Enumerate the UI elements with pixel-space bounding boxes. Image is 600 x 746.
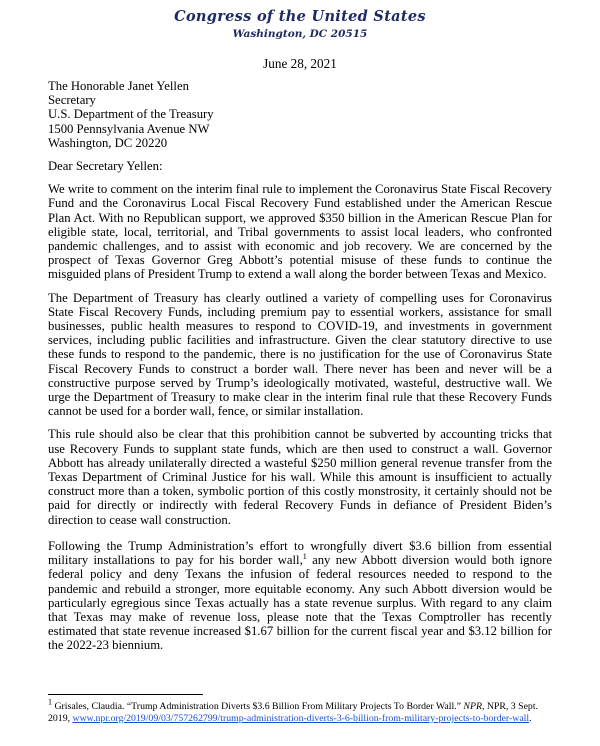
letterhead (0, 8, 600, 40)
paragraph-3 (48, 427, 552, 526)
recipient-department: U.S. Department of the Treasury (48, 107, 214, 122)
paragraph-4-after-note: any new Abbott diversion would both ignore federal policy and deny Texans the infusion of federal resources needed to respond to the pandemic and rebuild a stronger, more equitable economy. Any such Abbott diversion would be particularly egregious since Texas actually has a state revenue surplus. With regard to any claim that Texas may make of revenue loss, please note that the Texas Comptroller has recently estimated that state revenue increased $1.67 billion for the current fiscal year and $3.12 billion for the 2022-23 biennium. (48, 553, 552, 653)
footnote-citation-date: , NPR, 3 Sept. 2019, (48, 701, 539, 724)
footnote (48, 697, 558, 725)
salutation: Dear Secretary Yellen: (48, 159, 163, 174)
letter-body (48, 79, 552, 653)
paragraph-4-text (48, 539, 552, 653)
footnote-divider (48, 694, 203, 695)
paragraph-3-text: This rule should also be clear that this prohibition cannot be subverted by accounting tricks that use Recovery Funds to supplant state funds, which are then used to construct a wall. Governor Abbott has already unilaterally directed a wasteful $250 million general revenue transfer from the Texas Department of Criminal Justice for his wall. While this amount is insufficient to actually construct more than a token, symbolic portion of this costly monstrosity, it certainly should not be paid for directly or indirectly with federal Recovery Funds in defiance of President Biden’s direction to cease wall construction. (48, 427, 552, 527)
footnote-mark: 1 (48, 697, 52, 707)
letterhead-title: Congress of the United States (174, 8, 426, 25)
footnote-end: . (529, 713, 532, 724)
letterhead-city: Washington, DC 20515 (232, 28, 368, 40)
footnote-link[interactable]: www.npr.org/2019/09/03/757262799/trump-administration-diverts-3-6-billion-from-military-projects-to-border-wall (72, 713, 530, 724)
paragraph-4 (48, 539, 552, 653)
paragraph-1-text: We write to comment on the interim final rule to implement the Coronavirus State Fiscal Recovery Fund and the Coronavirus Local Fiscal Recovery Fund established under the American Rescue Plan Act. With no Republican support, we approved $350 billion in the American Rescue Plan for eligible state, local, territorial, and Tribal governments to assist local leaders, who confronted pandemic challenges, and to assist with economic and job recovery. We are concerned by the prospect of Texas Governor Greg Abbott’s potential misuse of these funds to continue the misguided plans of President Trump to extend a wall along the border between Texas and Mexico. (48, 182, 552, 282)
paragraph-2 (48, 291, 552, 419)
recipient-street: 1500 Pennsylvania Avenue NW (48, 121, 210, 136)
footnote-reference[interactable]: 1 (302, 551, 307, 561)
recipient-address (48, 79, 552, 150)
recipient-city: Washington, DC 20220 (48, 135, 168, 150)
paragraph-1 (48, 182, 552, 281)
paragraph-4-before-note: Following the Trump Administration’s effort to wrongfully divert $3.6 billion from essential military installations to pay for his border wall, (48, 538, 552, 568)
footnote-citation: Grisales, Claudia. “Trump Administration Diverts $3.6 Billion From Military Projects To Border Wall.” (52, 701, 464, 712)
paragraph-2-text: The Department of Treasury has clearly outlined a variety of compelling uses for Coronavirus State Fiscal Recovery Funds, including premium pay to essential workers, assistance for small businesses, public health measures to respond to COVID-19, and investments in government services, including public facilities and infrastructure. Given the clear statutory directive to use these funds to respond to the pandemic, there is no justification for the use of Coronavirus State Fiscal Recovery Funds to construct a border wall. There never has been and never will be a constructive purpose served by Trump’s ideologically motivated, wasteful, destructive wall. We urge the Department of Treasury to make clear in the interim final rule that these Recovery Funds cannot be used for a border wall, fence, or similar installation. (48, 290, 552, 419)
recipient-name: The Honorable Janet Yellen (48, 79, 189, 93)
letter-date: June 28, 2021 (263, 56, 337, 71)
recipient-title: Secretary (48, 93, 96, 108)
footnote-publication: NPR (463, 701, 482, 712)
